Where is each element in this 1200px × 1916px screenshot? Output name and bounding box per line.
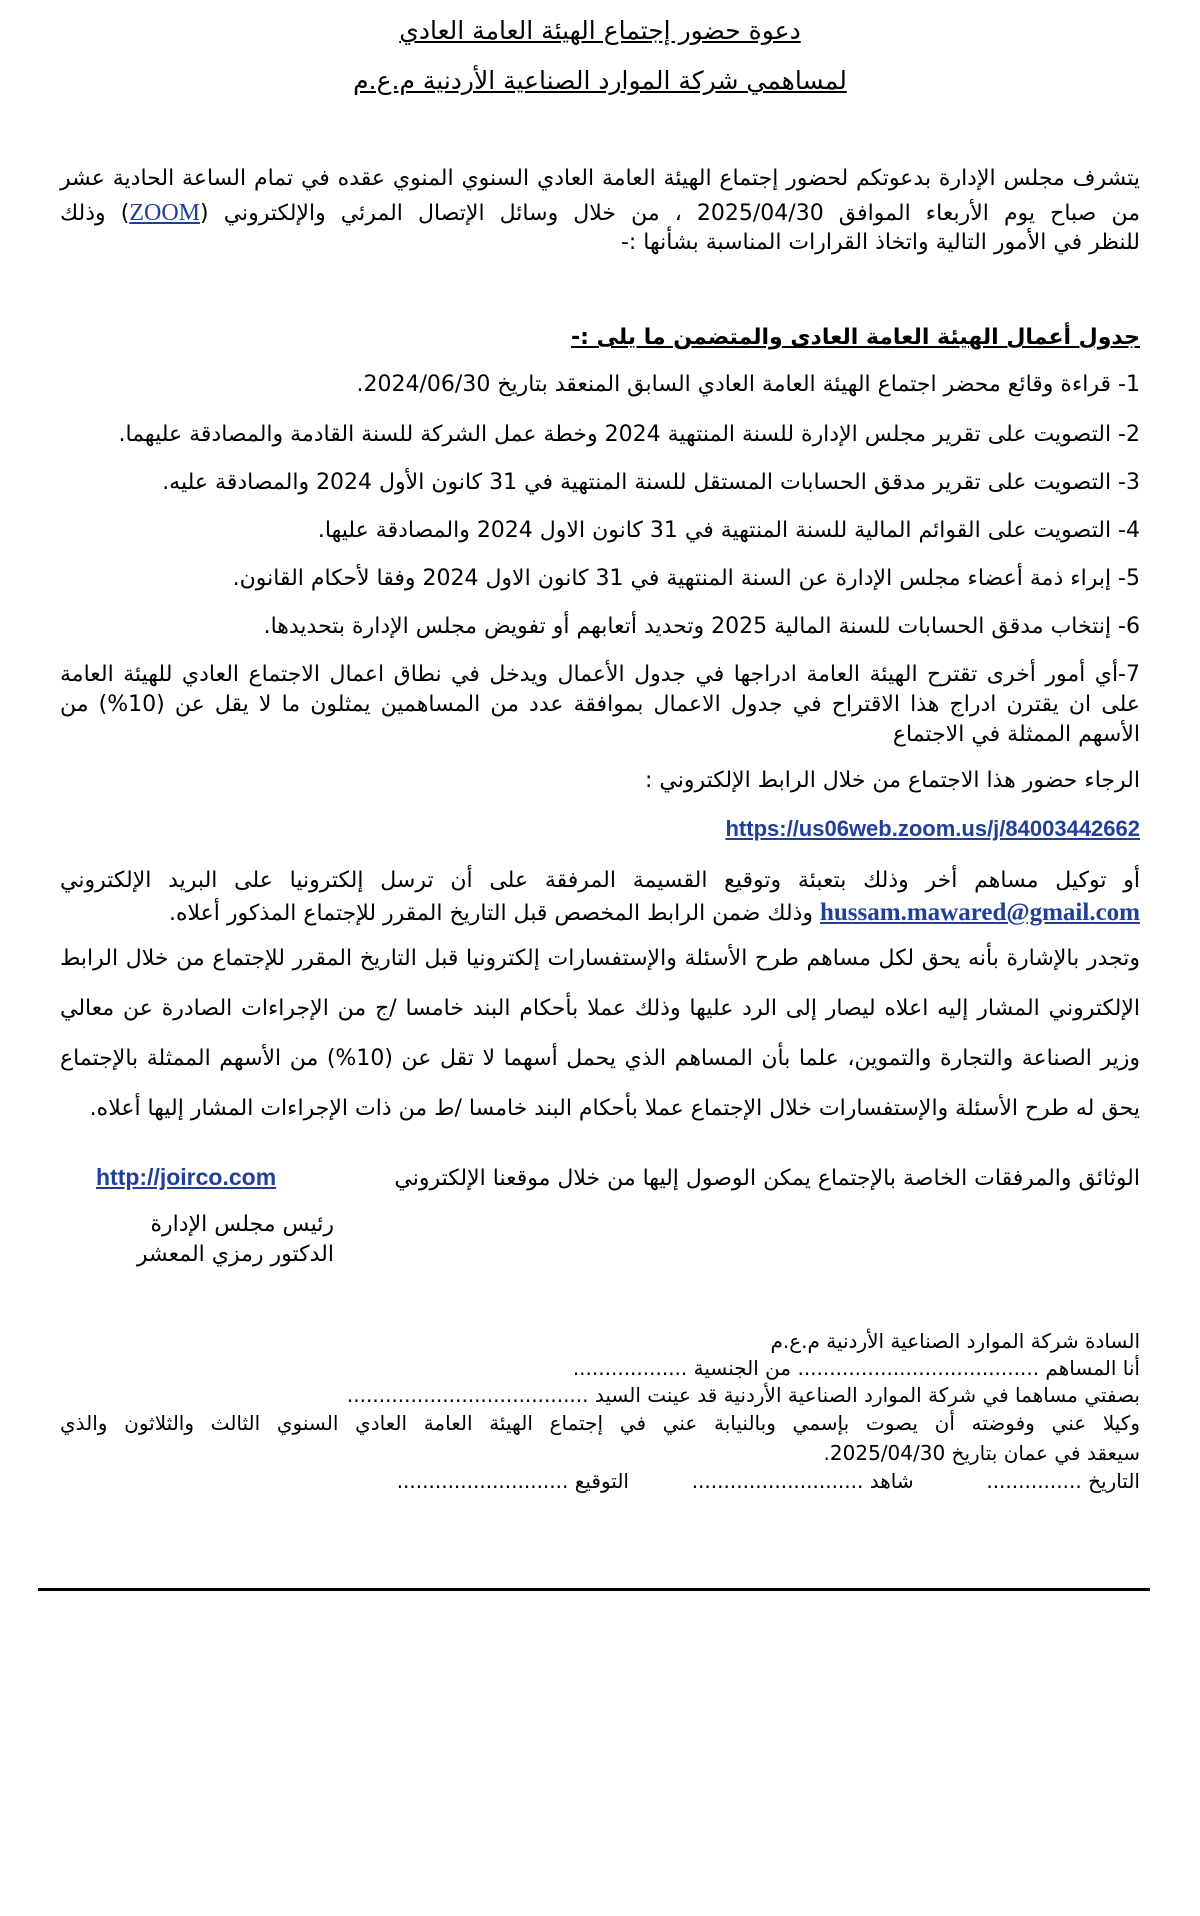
agenda-item-4: 4- التصويت على القوائم المالية للسنة المنتهية في 31 كانون الاول 2024 والمصادقة عليها. bbox=[317, 518, 1140, 543]
form-capacity-line: بصفتي مساهما في شركة الموارد الصناعية الأردنية قد عينت السيد ...................................... bbox=[346, 1383, 1140, 1407]
form-signature-label: التوقيع bbox=[574, 1469, 629, 1493]
signature-name: الدكتور رمزي المعشر bbox=[136, 1242, 334, 1267]
intro-line-2 bbox=[60, 198, 1140, 229]
agenda-item-7-line-2: على ان يقترن ادراج هذا الاقتراح في جدول الاعمال بموافقة عدد من المساهمين يمثلون ما لا يقل عن (10%) من bbox=[60, 692, 1140, 717]
form-divider bbox=[38, 1588, 1150, 1591]
form-shareholder-line: أنا المساهم ...................................... من الجنسية .................. bbox=[572, 1356, 1140, 1380]
agenda-item-7-line-1: 7-أي أمور أخرى تقترح الهيئة العامة ادراجها في جدول الأعمال ويدخل في نطاق اعمال الاجتماع العادي للهيئة العامة bbox=[60, 662, 1140, 687]
form-witness-label: شاهد bbox=[869, 1469, 914, 1493]
questions-line-3: وزير الصناعة والتجارة والتموين، علما بأن المساهم الذي يحمل أسهما لا تقل عن (10%) من الأسهم الممثلة بالإجتماع bbox=[60, 1046, 1141, 1071]
proxy-line-2-text: وذلك ضمن الرابط المخصص قبل التاريخ المقرر للإجتماع المذكور أعلاه. bbox=[169, 901, 813, 926]
agenda-item-6: 6- إنتخاب مدقق الحسابات للسنة المالية 2025 وتحديد أتعابهم أو تفويض مجلس الإدارة بتحديدها. bbox=[263, 614, 1140, 639]
form-addressee: السادة شركة الموارد الصناعية الأردنية م.ع.م bbox=[770, 1329, 1140, 1353]
website-link[interactable]: http://joirco.com bbox=[96, 1164, 277, 1190]
intro-line-2-end: ) وذلك bbox=[60, 201, 130, 226]
agenda-item-2: 2- التصويت على تقرير مجلس الإدارة للسنة المنتهية 2024 وخطة عمل الشركة للسنة القادمة والمصادقة عليهما. bbox=[118, 422, 1140, 447]
intro-line-2-start: من صباح يوم الأربعاء الموافق 2025/04/30 ، من خلال وسائل الإتصال المرئي والإلكتروني ( bbox=[200, 201, 1140, 226]
form-date-field: ............... bbox=[986, 1469, 1082, 1493]
meeting-url-link[interactable]: https://us06web.zoom.us/j/84003442662 bbox=[725, 816, 1140, 841]
proxy-line-1: أو توكيل مساهم أخر وذلك بتعبئة وتوقيع القسيمة المرفقة على أن ترسل إلكترونيا على البريد الإلكتروني bbox=[60, 868, 1140, 893]
signature-title: رئيس مجلس الإدارة bbox=[150, 1212, 334, 1237]
document-title: دعوة حضور إجتماع الهيئة العامة العادي bbox=[399, 16, 801, 45]
questions-line-4: يحق له طرح الأسئلة والإستفسارات خلال الإجتماع عملا بأحكام البند خامسا /ط من ذات الإجراءات المشار إليها أعلاه. bbox=[89, 1096, 1140, 1121]
documents-text: الوثائق والمرفقات الخاصة بالإجتماع يمكن الوصول إليها من خلال موقعنا الإلكتروني bbox=[394, 1166, 1140, 1191]
agenda-item-7-line-3: الأسهم الممثلة في الاجتماع bbox=[892, 722, 1140, 747]
intro-line-3: للنظر في الأمور التالية واتخاذ القرارات المناسبة بشأنها :- bbox=[620, 230, 1140, 255]
document-subtitle: لمساهمي شركة الموارد الصناعية الأردنية م.ع.م bbox=[353, 66, 847, 95]
form-sign-row bbox=[397, 1468, 1140, 1494]
form-date-label: التاريخ bbox=[1088, 1469, 1140, 1493]
form-authorization-line-1: وكيلا عني وفوضته أن يصوت بإسمي وبالنيابة عني في إجتماع الهيئة العامة العادي السنوي الثالث والثلاثون والذي bbox=[60, 1411, 1140, 1435]
questions-line-2: الإلكتروني المشار إليه اعلاه ليصار إلى الرد عليها وذلك عملا بأحكام البند خامسا /ج من الإجراءات الصادرة عن معالي bbox=[60, 996, 1140, 1021]
form-witness-field: ........................... bbox=[691, 1469, 864, 1493]
agenda-item-3: 3- التصويت على تقرير مدقق الحسابات المستقل للسنة المنتهية في 31 كانون الأول 2024 والمصادقة عليه. bbox=[162, 470, 1140, 495]
intro-line-1: يتشرف مجلس الإدارة بدعوتكم لحضور إجتماع الهيئة العامة العادي السنوي المنوي عقده في تمام الساعة الحادية عشر bbox=[60, 166, 1140, 191]
agenda-item-5: 5- إبراء ذمة أعضاء مجلس الإدارة عن السنة المنتهية في 31 كانون الاول 2024 وفقا لأحكام القانون. bbox=[232, 566, 1140, 591]
form-signature-field: ........................... bbox=[396, 1469, 569, 1493]
zoom-link[interactable]: ZOOM bbox=[129, 200, 201, 226]
meeting-link-text: الرجاء حضور هذا الاجتماع من خلال الرابط الإلكتروني : bbox=[644, 768, 1140, 793]
proxy-line-2 bbox=[169, 898, 1140, 929]
form-authorization-line-2: سيعقد في عمان بتاريخ 2025/04/30. bbox=[823, 1441, 1140, 1465]
agenda-item-1: 1- قراءة وقائع محضر اجتماع الهيئة العامة العادي السابق المنعقد بتاريخ 2024/06/30. bbox=[356, 372, 1140, 397]
questions-line-1: وتجدر بالإشارة بأنه يحق لكل مساهم طرح الأسئلة والإستفسارات إلكترونيا قبل التاريخ المقرر للإجتماع من خلال الرابط bbox=[60, 946, 1140, 971]
agenda-heading: جدول أعمال الهيئة العامة العادى والمتضمن ما يلى :- bbox=[570, 325, 1140, 350]
email-link[interactable]: hussam.mawared@gmail.com bbox=[819, 899, 1140, 926]
